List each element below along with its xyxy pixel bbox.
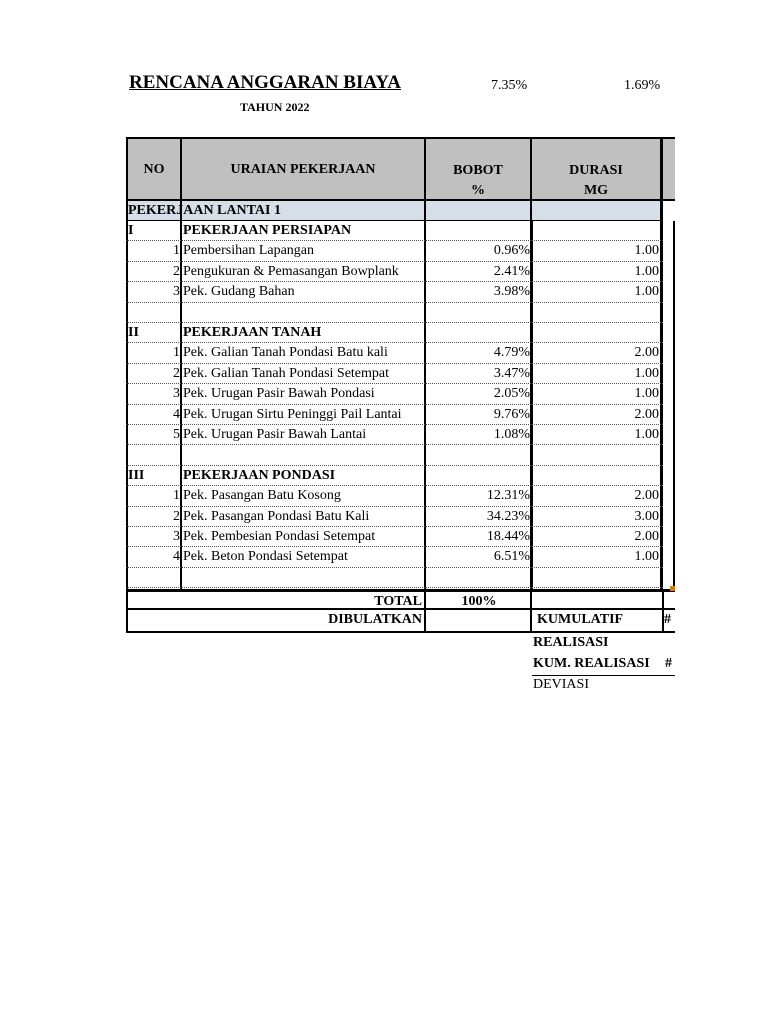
row-durasi: 2.00 (634, 488, 659, 504)
row-uraian: PEKERJAAN TANAH (183, 325, 322, 340)
row-no: 1 (173, 345, 180, 361)
header-extra-column (663, 137, 675, 201)
header-no: NO (126, 137, 182, 201)
section-cell-durasi (532, 201, 663, 221)
overflow-mark: # (665, 656, 672, 671)
row-uraian: Pek. Pasangan Batu Kosong (183, 488, 341, 504)
row-bobot: 4.79% (493, 345, 530, 361)
deviasi-label: DEVIASI (533, 677, 589, 692)
table-row (126, 343, 663, 363)
header-durasi-label: DURASI (569, 163, 623, 178)
row-uraian: PEKERJAAN PERSIAPAN (183, 223, 352, 238)
section-cell-bobot (426, 201, 532, 221)
row-no: 3 (173, 529, 180, 544)
row-durasi: 1.00 (634, 365, 659, 381)
row-uraian: Pek. Pasangan Pondasi Batu Kali (183, 508, 370, 524)
budget-table (126, 137, 675, 634)
group-row (126, 221, 663, 241)
row-no: 1 (173, 488, 180, 504)
row-durasi: 2.00 (634, 529, 659, 544)
group-row (126, 323, 663, 343)
row-durasi: 1.00 (634, 427, 659, 442)
section-row (126, 201, 675, 221)
row-no: 2 (173, 365, 180, 381)
table-row (126, 241, 663, 261)
top-percentage-2: 1.69% (624, 78, 661, 93)
table-row (126, 527, 663, 547)
header-bobot-unit: % (471, 183, 485, 198)
table-row (126, 547, 663, 567)
row-no: 3 (173, 284, 180, 300)
row-no: I (128, 223, 134, 238)
row-uraian: Pek. Pembesian Pondasi Setempat (183, 529, 376, 544)
table-row (126, 384, 663, 404)
row-no: 3 (173, 386, 180, 402)
row-no: 4 (173, 406, 180, 422)
divider (532, 675, 675, 676)
row-uraian: Pek. Urugan Pasir Bawah Pondasi (183, 386, 375, 402)
header-bobot-label: BOBOT (453, 163, 503, 178)
row-no: II (128, 325, 139, 340)
row-bobot: 6.51% (493, 549, 530, 565)
total-label: TOTAL (374, 594, 422, 609)
row-uraian: Pek. Galian Tanah Pondasi Batu kali (183, 345, 388, 361)
row-bobot: 12.31% (486, 488, 530, 504)
row-bobot: 0.96% (493, 243, 530, 259)
table-row (126, 445, 663, 465)
row-bobot: 3.98% (493, 284, 530, 300)
table-row (126, 486, 663, 506)
table-row (126, 303, 663, 323)
row-bobot: 3.47% (493, 365, 530, 381)
row-bobot: 9.76% (493, 406, 530, 422)
header-bobot (426, 137, 532, 201)
realisasi-label: REALISASI (533, 635, 609, 650)
row-uraian: PEKERJAAN PONDASI (183, 467, 336, 483)
row-no: 4 (173, 549, 180, 565)
header-uraian: URAIAN PEKERJAAN (182, 137, 426, 201)
section-label: PEKERJAAN LANTAI 1 (128, 203, 281, 218)
table-row (126, 568, 663, 588)
row-durasi: 1.00 (634, 549, 659, 565)
row-durasi: 1.00 (634, 284, 659, 300)
row-durasi: 2.00 (634, 345, 659, 361)
row-uraian: Pek. Beton Pondasi Setempat (183, 549, 348, 565)
row-bobot: 34.23% (486, 508, 530, 524)
row-durasi: 1.00 (634, 243, 659, 259)
table-row (126, 364, 663, 384)
row-bobot: 2.41% (493, 263, 530, 279)
row-no: 5 (173, 427, 180, 442)
dibulatkan-row (126, 610, 675, 633)
row-uraian: Pek. Urugan Sirtu Peninggi Pail Lantai (183, 406, 402, 422)
row-no: 2 (173, 263, 180, 279)
overflow-mark: # (664, 612, 671, 627)
kumulatif-label: KUMULATIF (537, 612, 624, 627)
row-uraian: Pek. Galian Tanah Pondasi Setempat (183, 365, 390, 381)
row-no: 2 (173, 508, 180, 524)
dibulatkan-label: DIBULATKAN (328, 612, 422, 627)
cell-marker (670, 586, 675, 591)
kum-realisasi-label: KUM. REALISASI (533, 656, 650, 671)
row-durasi: 3.00 (634, 508, 659, 524)
document-title: RENCANA ANGGARAN BIAYA (129, 72, 402, 93)
row-no: III (128, 467, 145, 483)
table-row (126, 282, 663, 302)
row-durasi: 2.00 (634, 406, 659, 422)
table-row (126, 262, 663, 282)
row-uraian: Pek. Gudang Bahan (183, 284, 295, 300)
total-value: 100% (461, 594, 497, 609)
total-row (126, 589, 675, 610)
header-durasi (532, 137, 663, 201)
row-uraian: Pek. Urugan Pasir Bawah Lantai (183, 427, 367, 442)
row-bobot: 2.05% (493, 386, 530, 402)
row-durasi: 1.00 (634, 263, 659, 279)
header-durasi-unit: MG (583, 183, 609, 198)
top-percentage-1: 7.35% (491, 78, 528, 93)
row-no: 1 (173, 243, 180, 259)
row-durasi: 1.00 (634, 386, 659, 402)
table-row (126, 507, 663, 527)
row-uraian: Pembersihan Lapangan (183, 243, 315, 259)
table-row (126, 405, 663, 425)
document-subtitle: TAHUN 2022 (240, 100, 310, 114)
row-uraian: Pengukuran & Pemasangan Bowplank (183, 263, 399, 279)
row-bobot: 1.08% (493, 427, 530, 442)
table-body (126, 221, 675, 589)
row-bobot: 18.44% (486, 529, 530, 544)
gridline (673, 221, 675, 589)
table-row (126, 425, 663, 445)
group-row (126, 466, 663, 486)
